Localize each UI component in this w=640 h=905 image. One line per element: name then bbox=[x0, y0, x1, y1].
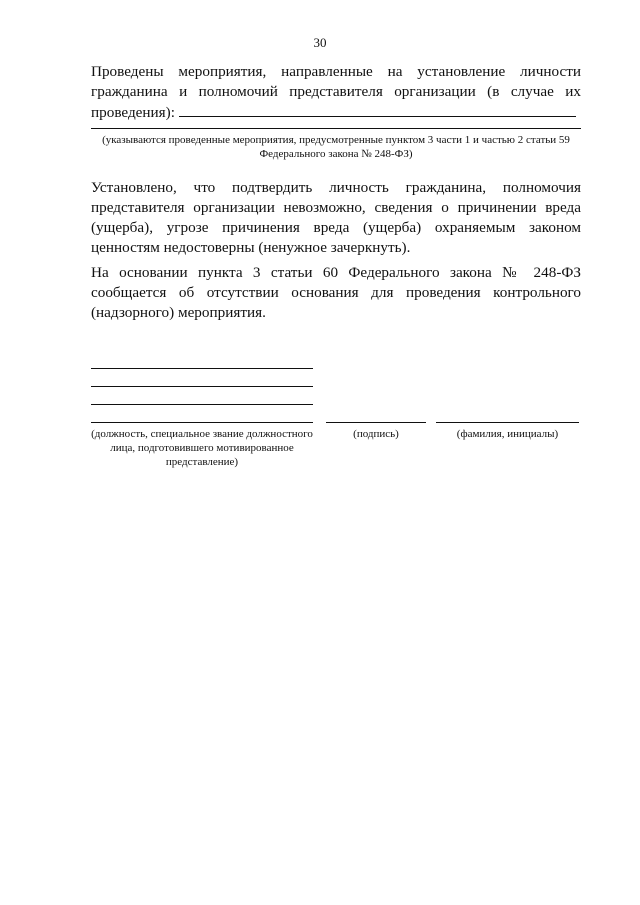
signature-line bbox=[326, 422, 426, 423]
position-caption: (должность, специальное звание должностного лица, подготовившего мотивированное представление) bbox=[91, 428, 313, 468]
position-line-2 bbox=[91, 386, 313, 387]
signature-caption: (подпись) bbox=[353, 428, 399, 440]
position-line-3 bbox=[91, 404, 313, 405]
identity-measures-fill-line bbox=[179, 102, 576, 117]
name-caption: (фамилия, инициалы) bbox=[456, 428, 559, 440]
findings-paragraph: Установлено, что подтвердить личность гражданина, полномочия представителя организации невозможно, сведения о причинении вреда (ущерба), угрозе причинения вреда (ущерба) охраняемым законом ценностям недостоверны (ненужное зачеркнуть). bbox=[91, 179, 581, 256]
identity-measures-underline bbox=[91, 128, 581, 129]
position-line-1 bbox=[91, 368, 313, 369]
basis-paragraph: На основании пункта 3 статьи 60 Федерального закона № 248-ФЗ сообщается об отсутствии основания для проведения контрольного (надзорного) мероприятия. bbox=[91, 264, 581, 321]
position-line-4 bbox=[91, 422, 313, 423]
identity-measures-note: (указываются проведенные мероприятия, предусмотренные пунктом 3 части 1 и частью 2 статьи 59 Федерального закона № 248-ФЗ) bbox=[102, 134, 570, 160]
identity-measures-paragraph bbox=[91, 62, 581, 123]
name-line bbox=[436, 422, 579, 423]
page-number: 30 bbox=[313, 35, 327, 50]
identity-measures-text: Проведены мероприятия, направленные на установление личности гражданина и полномочий представителя организации (в случае их проведения): bbox=[91, 63, 581, 121]
